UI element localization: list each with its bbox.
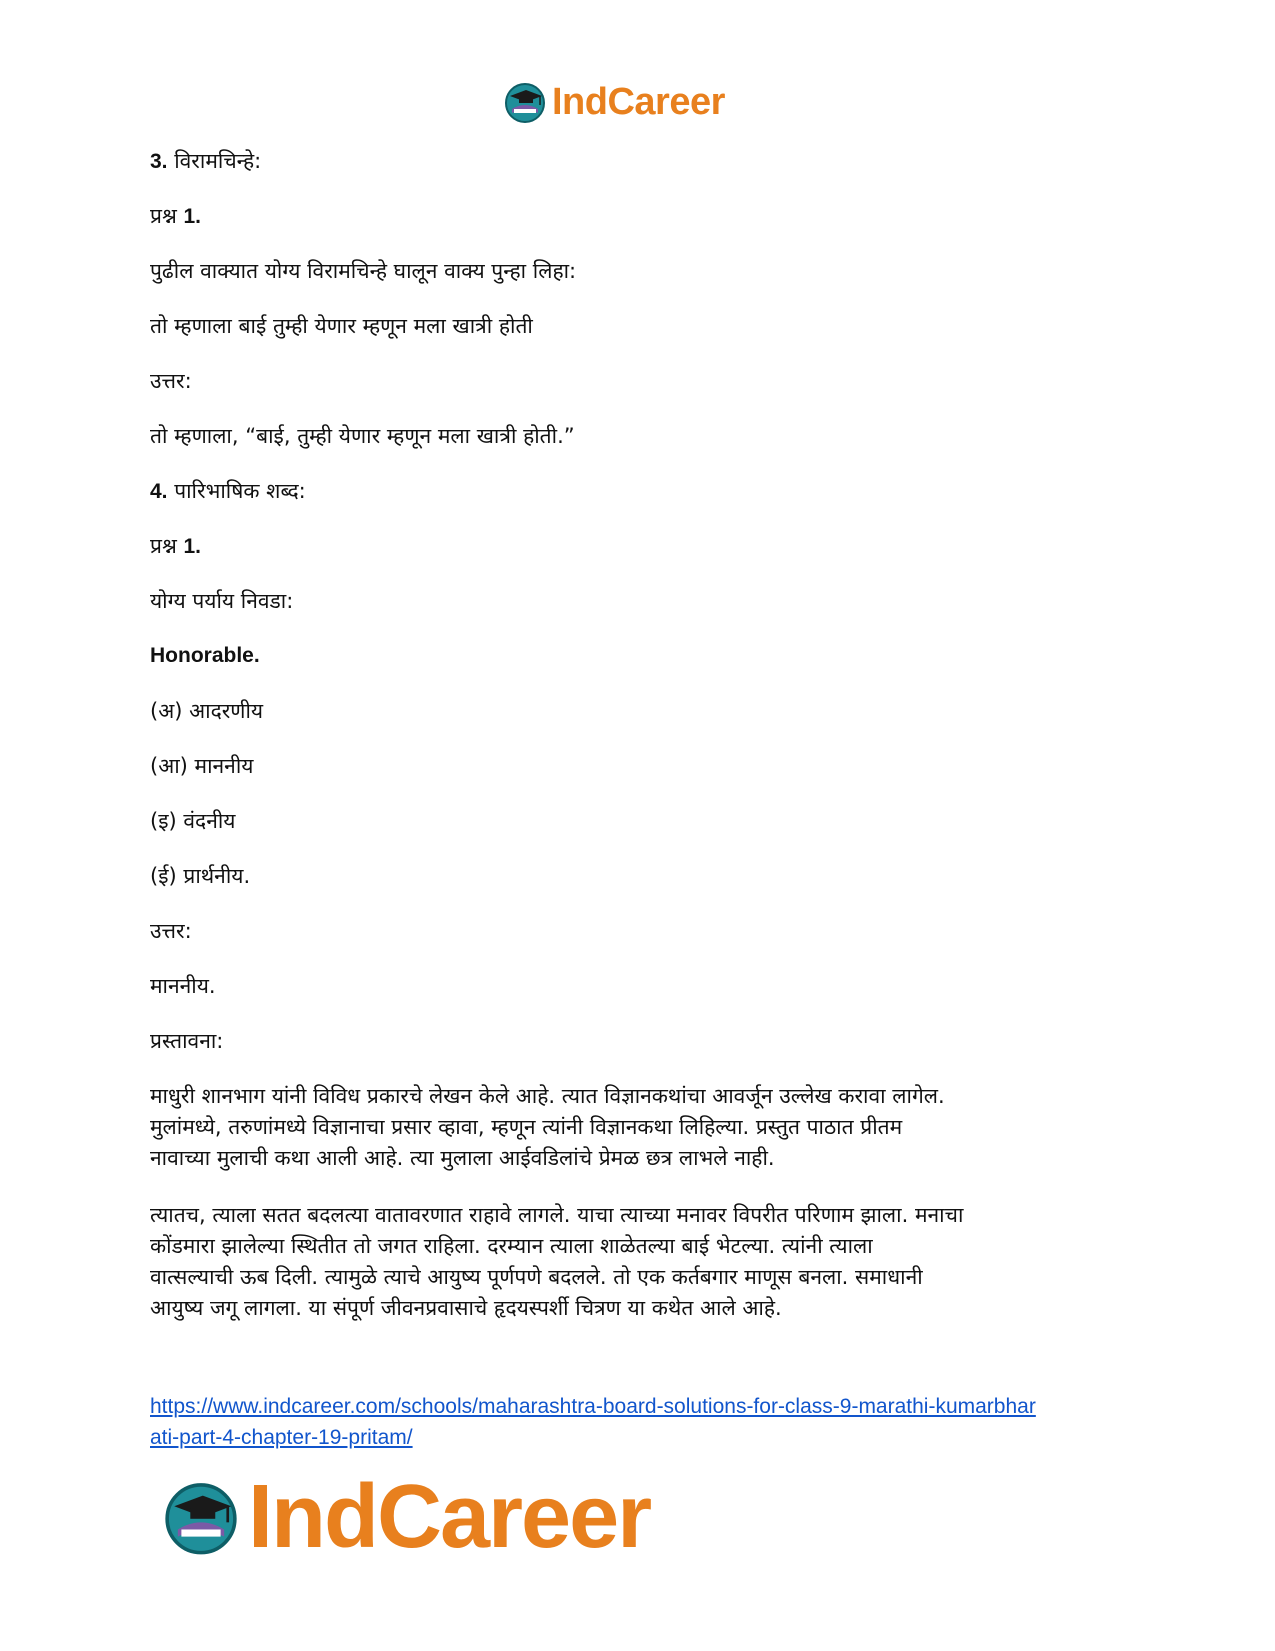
intro-paragraph-2 — [150, 1200, 1130, 1324]
graduation-globe-icon — [502, 79, 548, 125]
paragraph-line: आयुष्य जगू लागला. या संपूर्ण जीवनप्रवासाचे हृदयस्पर्शी चित्रण या कथेत आले आहे. — [150, 1296, 782, 1320]
question-2-label: प्रश्न 1. — [150, 534, 201, 558]
answer-label: उत्तर: — [150, 369, 192, 393]
question-1-instruction: पुढील वाक्यात योग्य विरामचिन्हे घालून वाक्य पुन्हा लिहा: — [150, 259, 577, 283]
question-1-label: प्रश्न 1. — [150, 204, 201, 228]
option-i: (इ) वंदनीय — [150, 809, 236, 833]
option-a: (अ) आदरणीय — [150, 699, 264, 723]
question-2-instruction: योग्य पर्याय निवडा: — [150, 589, 294, 613]
question-2-word: Honorable. — [150, 644, 260, 667]
option-aa: (आ) माननीय — [150, 754, 254, 778]
section-4-heading: 4. पारिभाषिक शब्द: — [150, 479, 306, 503]
logo-wordmark: IndCareer — [248, 1466, 651, 1567]
document-body — [150, 146, 1130, 1350]
graduation-globe-icon — [160, 1476, 242, 1558]
question-1-answer: तो म्हणाला, “बाई, तुम्ही येणार म्हणून मला खात्री होती.” — [150, 424, 575, 448]
question-1-sentence: तो म्हणाला बाई तुम्ही येणार म्हणून मला खात्री होती — [150, 314, 533, 338]
source-link[interactable]: https://www.indcareer.com/schools/maharashtra-board-solutions-for-class-9-marathi-kumarbhar ati-part-4-chapter-19-pritam/ — [150, 1395, 1036, 1449]
section-3-heading: 3. विरामचिन्हे: — [150, 149, 262, 173]
question-2-answer: माननीय. — [150, 974, 216, 998]
intro-paragraph-1 — [150, 1081, 1130, 1174]
answer-label: उत्तर: — [150, 919, 192, 943]
intro-heading: प्रस्तावना: — [150, 1029, 224, 1053]
paragraph-line: वात्सल्याची ऊब दिली. त्यामुळे त्याचे आयुष्य पूर्णपणे बदलले. तो एक कर्तबगार माणूस बनला. समाधानी — [150, 1265, 923, 1289]
footer-logo — [160, 1462, 650, 1572]
paragraph-line: मुलांमध्ये, तरुणांमध्ये विज्ञानाचा प्रसार व्हावा, म्हणून त्यांनी विज्ञानकथा लिहिल्या. प्रस्तुत पाठात प्रीतम — [150, 1115, 903, 1139]
paragraph-line: कोंडमारा झालेल्या स्थितीत तो जगत राहिला. दरम्यान त्याला शाळेतल्या बाई भेटल्या. त्यांनी त्याला — [150, 1234, 873, 1258]
paragraph-line: त्यातच, त्याला सतत बदलत्या वातावरणात राहावे लागले. याचा त्याच्या मनावर विपरीत परिणाम झाला. मनाचा — [150, 1203, 964, 1227]
logo-wordmark: IndCareer — [552, 80, 725, 123]
header-logo — [502, 78, 725, 126]
paragraph-line: माधुरी शानभाग यांनी विविध प्रकारचे लेखन केले आहे. त्यात विज्ञानकथांचा आवर्जून उल्लेख करावा लागेल. — [150, 1084, 945, 1108]
option-ii: (ई) प्रार्थनीय. — [150, 864, 251, 888]
paragraph-line: नावाच्या मुलाची कथा आली आहे. त्या मुलाला आईवडिलांचे प्रेमळ छत्र लाभले नाही. — [150, 1146, 775, 1170]
